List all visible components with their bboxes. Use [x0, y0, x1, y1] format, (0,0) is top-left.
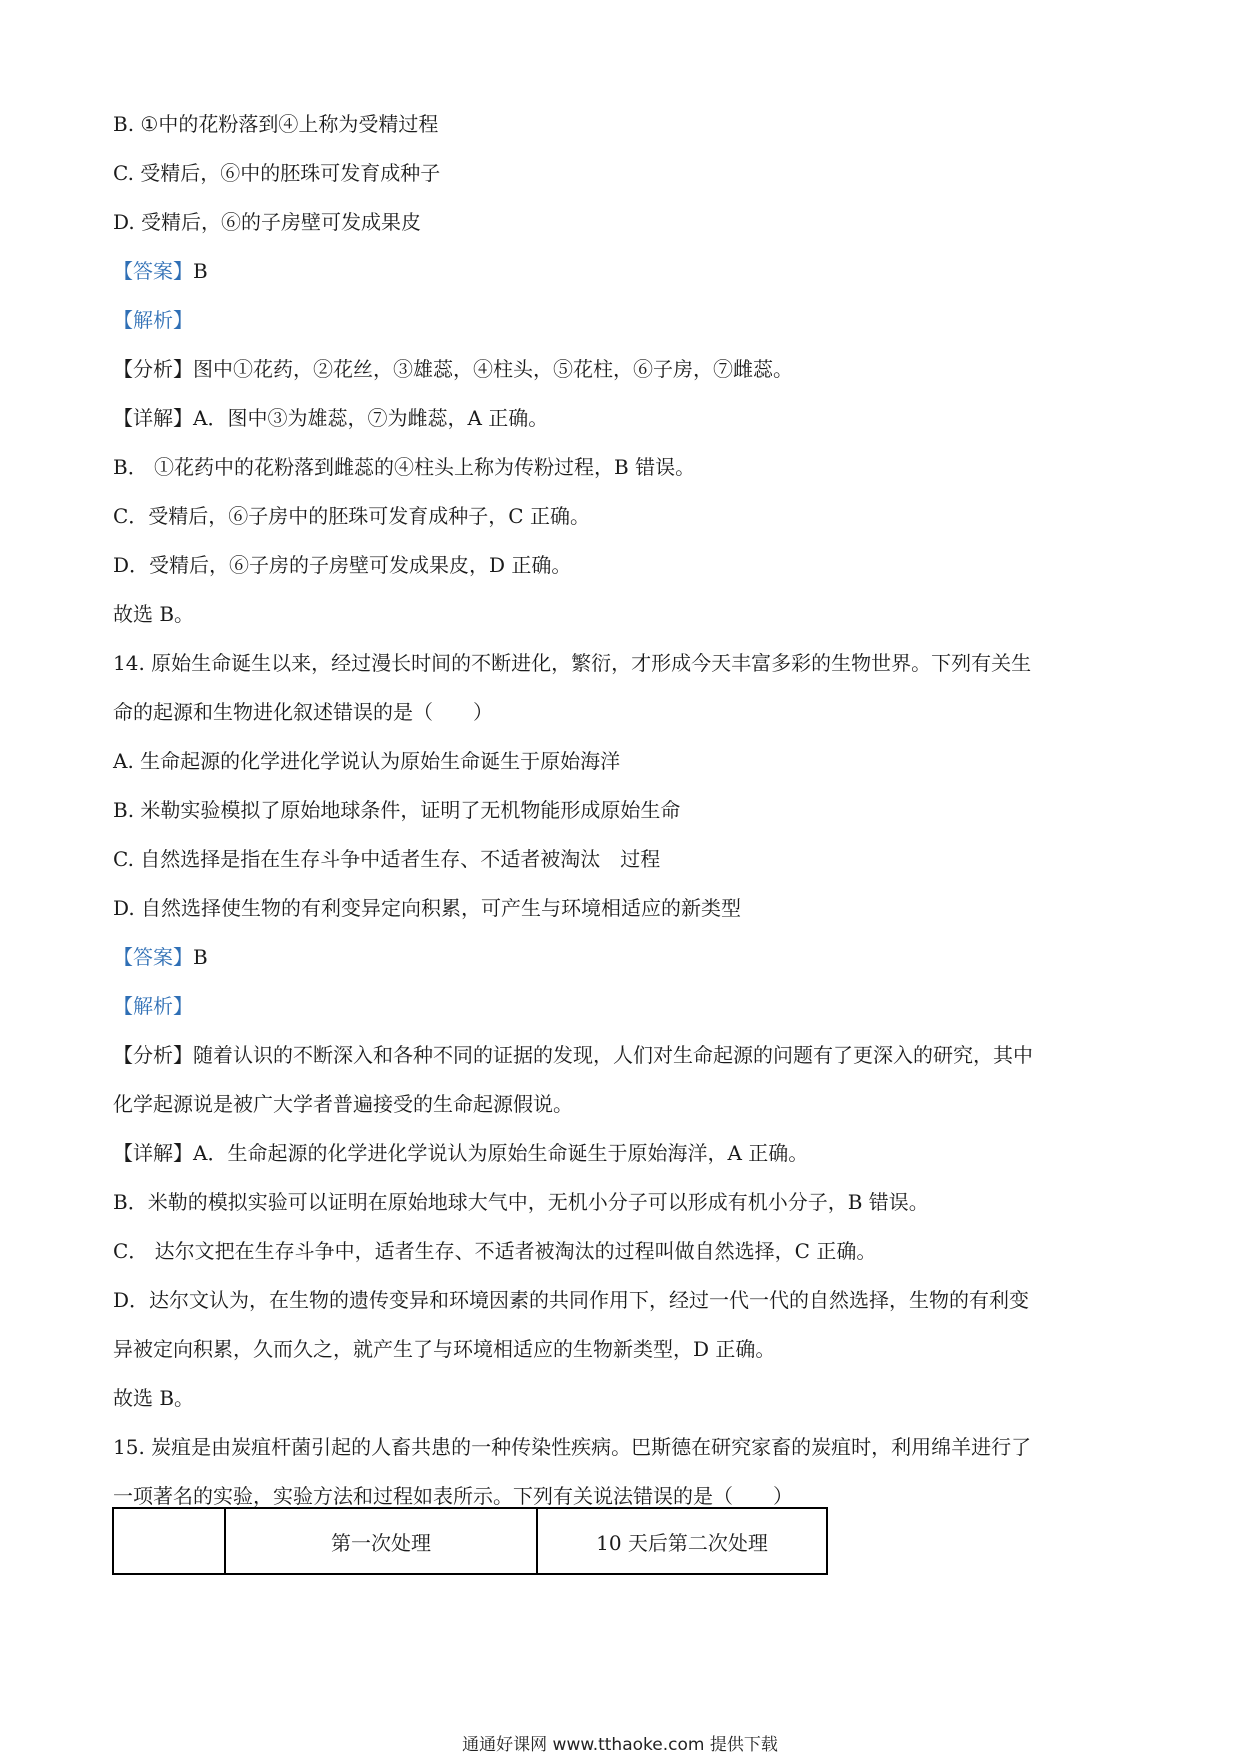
q14-detail-d2: 异被定向积累，久而久之，就产生了与环境相适应的生物新类型，D 正确。 [113, 1337, 776, 1361]
q14-conclusion: 故选 B。 [113, 1386, 195, 1410]
answer-tag: 【答案】 [113, 945, 193, 969]
q14-stem-line1: 14. 原始生命诞生以来，经过漫长时间的不断进化，繁衍，才形成今天丰富多彩的生物世界。下列有关生 [113, 651, 1032, 675]
q14-xiangjie [113, 1129, 1133, 1178]
q14-option-b: B. 米勒实验模拟了原始地球条件，证明了无机物能形成原始生命 [113, 798, 681, 822]
q14-detail-b: B．米勒的模拟实验可以证明在原始地球大气中，无机小分子可以形成有机小分子，B 错误。 [113, 1190, 929, 1214]
answer-value: B [193, 945, 208, 969]
q13-option-b: B. ①中的花粉落到④上称为受精过程 [113, 112, 439, 136]
q14-stem-line2: 命的起源和生物进化叙述错误的是（ ） [113, 700, 493, 724]
q13-fenxi [113, 345, 1133, 394]
answer-tag: 【答案】 [113, 259, 193, 283]
fenxi-tag: 【分析】 [113, 357, 193, 381]
q14-option-a: A. 生命起源的化学进化学说认为原始生命诞生于原始海洋 [113, 749, 621, 773]
q14-detail-c: C． 达尔文把在生存斗争中，适者生存、不适者被淘汰的过程叫做自然选择，C 正确。 [113, 1239, 877, 1263]
q14-option-c: C. 自然选择是指在生存斗争中适者生存、不适者被淘汰 过程 [113, 847, 661, 871]
q13-xiangjie [113, 394, 1133, 443]
document-body [113, 100, 1133, 1521]
table-header-cell [113, 1508, 225, 1574]
q15-stem-line1: 15. 炭疽是由炭疽杆菌引起的人畜共患的一种传染性疾病。巴斯德在研究家畜的炭疽时，利用绵羊进行了 [113, 1435, 1032, 1459]
q15-stem-line2: 一项著名的实验，实验方法和过程如表所示。下列有关说法错误的是（ ） [113, 1484, 793, 1508]
xiangjie-a: A．生命起源的化学进化学说认为原始生命诞生于原始海洋，A 正确。 [193, 1141, 809, 1165]
q13-detail-b: B． ①花药中的花粉落到雌蕊的④柱头上称为传粉过程，B 错误。 [113, 455, 696, 479]
q14-answer [113, 933, 1133, 982]
fenxi-text: 随着认识的不断深入和各种不同的证据的发现，人们对生命起源的问题有了更深入的研究，其中 [193, 1043, 1033, 1067]
table-header-row [113, 1508, 827, 1574]
q14-fenxi-line1 [113, 1031, 1133, 1080]
q13-detail-c: C．受精后，⑥子房中的胚珠可发育成种子，C 正确。 [113, 504, 590, 528]
q13-analysis-tag: 【解析】 [113, 308, 193, 332]
q14-option-d: D. 自然选择使生物的有利变异定向积累，可产生与环境相适应的新类型 [113, 896, 742, 920]
q13-answer [113, 247, 1133, 296]
footer-watermark: 通通好课网 www.tthaoke.com 提供下载 [462, 1735, 778, 1755]
q14-fenxi-line2: 化学起源说是被广大学者普遍接受的生命起源假说。 [113, 1092, 573, 1116]
answer-value: B [193, 259, 208, 283]
fenxi-tag: 【分析】 [113, 1043, 193, 1067]
q13-detail-d: D．受精后，⑥子房的子房壁可发成果皮，D 正确。 [113, 553, 572, 577]
q13-conclusion: 故选 B。 [113, 602, 195, 626]
q14-detail-d1: D．达尔文认为，在生物的遗传变异和环境因素的共同作用下，经过一代一代的自然选择，生物的有利变 [113, 1288, 1030, 1312]
q13-option-c: C. 受精后，⑥中的胚珠可发育成种子 [113, 161, 441, 185]
xiangjie-a: A．图中③为雄蕊，⑦为雌蕊，A 正确。 [193, 406, 549, 430]
xiangjie-tag: 【详解】 [113, 1141, 193, 1165]
table-header-cell: 10 天后第二次处理 [537, 1508, 827, 1574]
experiment-table [112, 1507, 828, 1575]
table-header-cell: 第一次处理 [225, 1508, 537, 1574]
q13-option-d: D. 受精后，⑥的子房壁可发成果皮 [113, 210, 422, 234]
fenxi-text: 图中①花药，②花丝，③雄蕊，④柱头，⑤花柱，⑥子房，⑦雌蕊。 [193, 357, 793, 381]
xiangjie-tag: 【详解】 [113, 406, 193, 430]
q14-analysis-tag: 【解析】 [113, 994, 193, 1018]
